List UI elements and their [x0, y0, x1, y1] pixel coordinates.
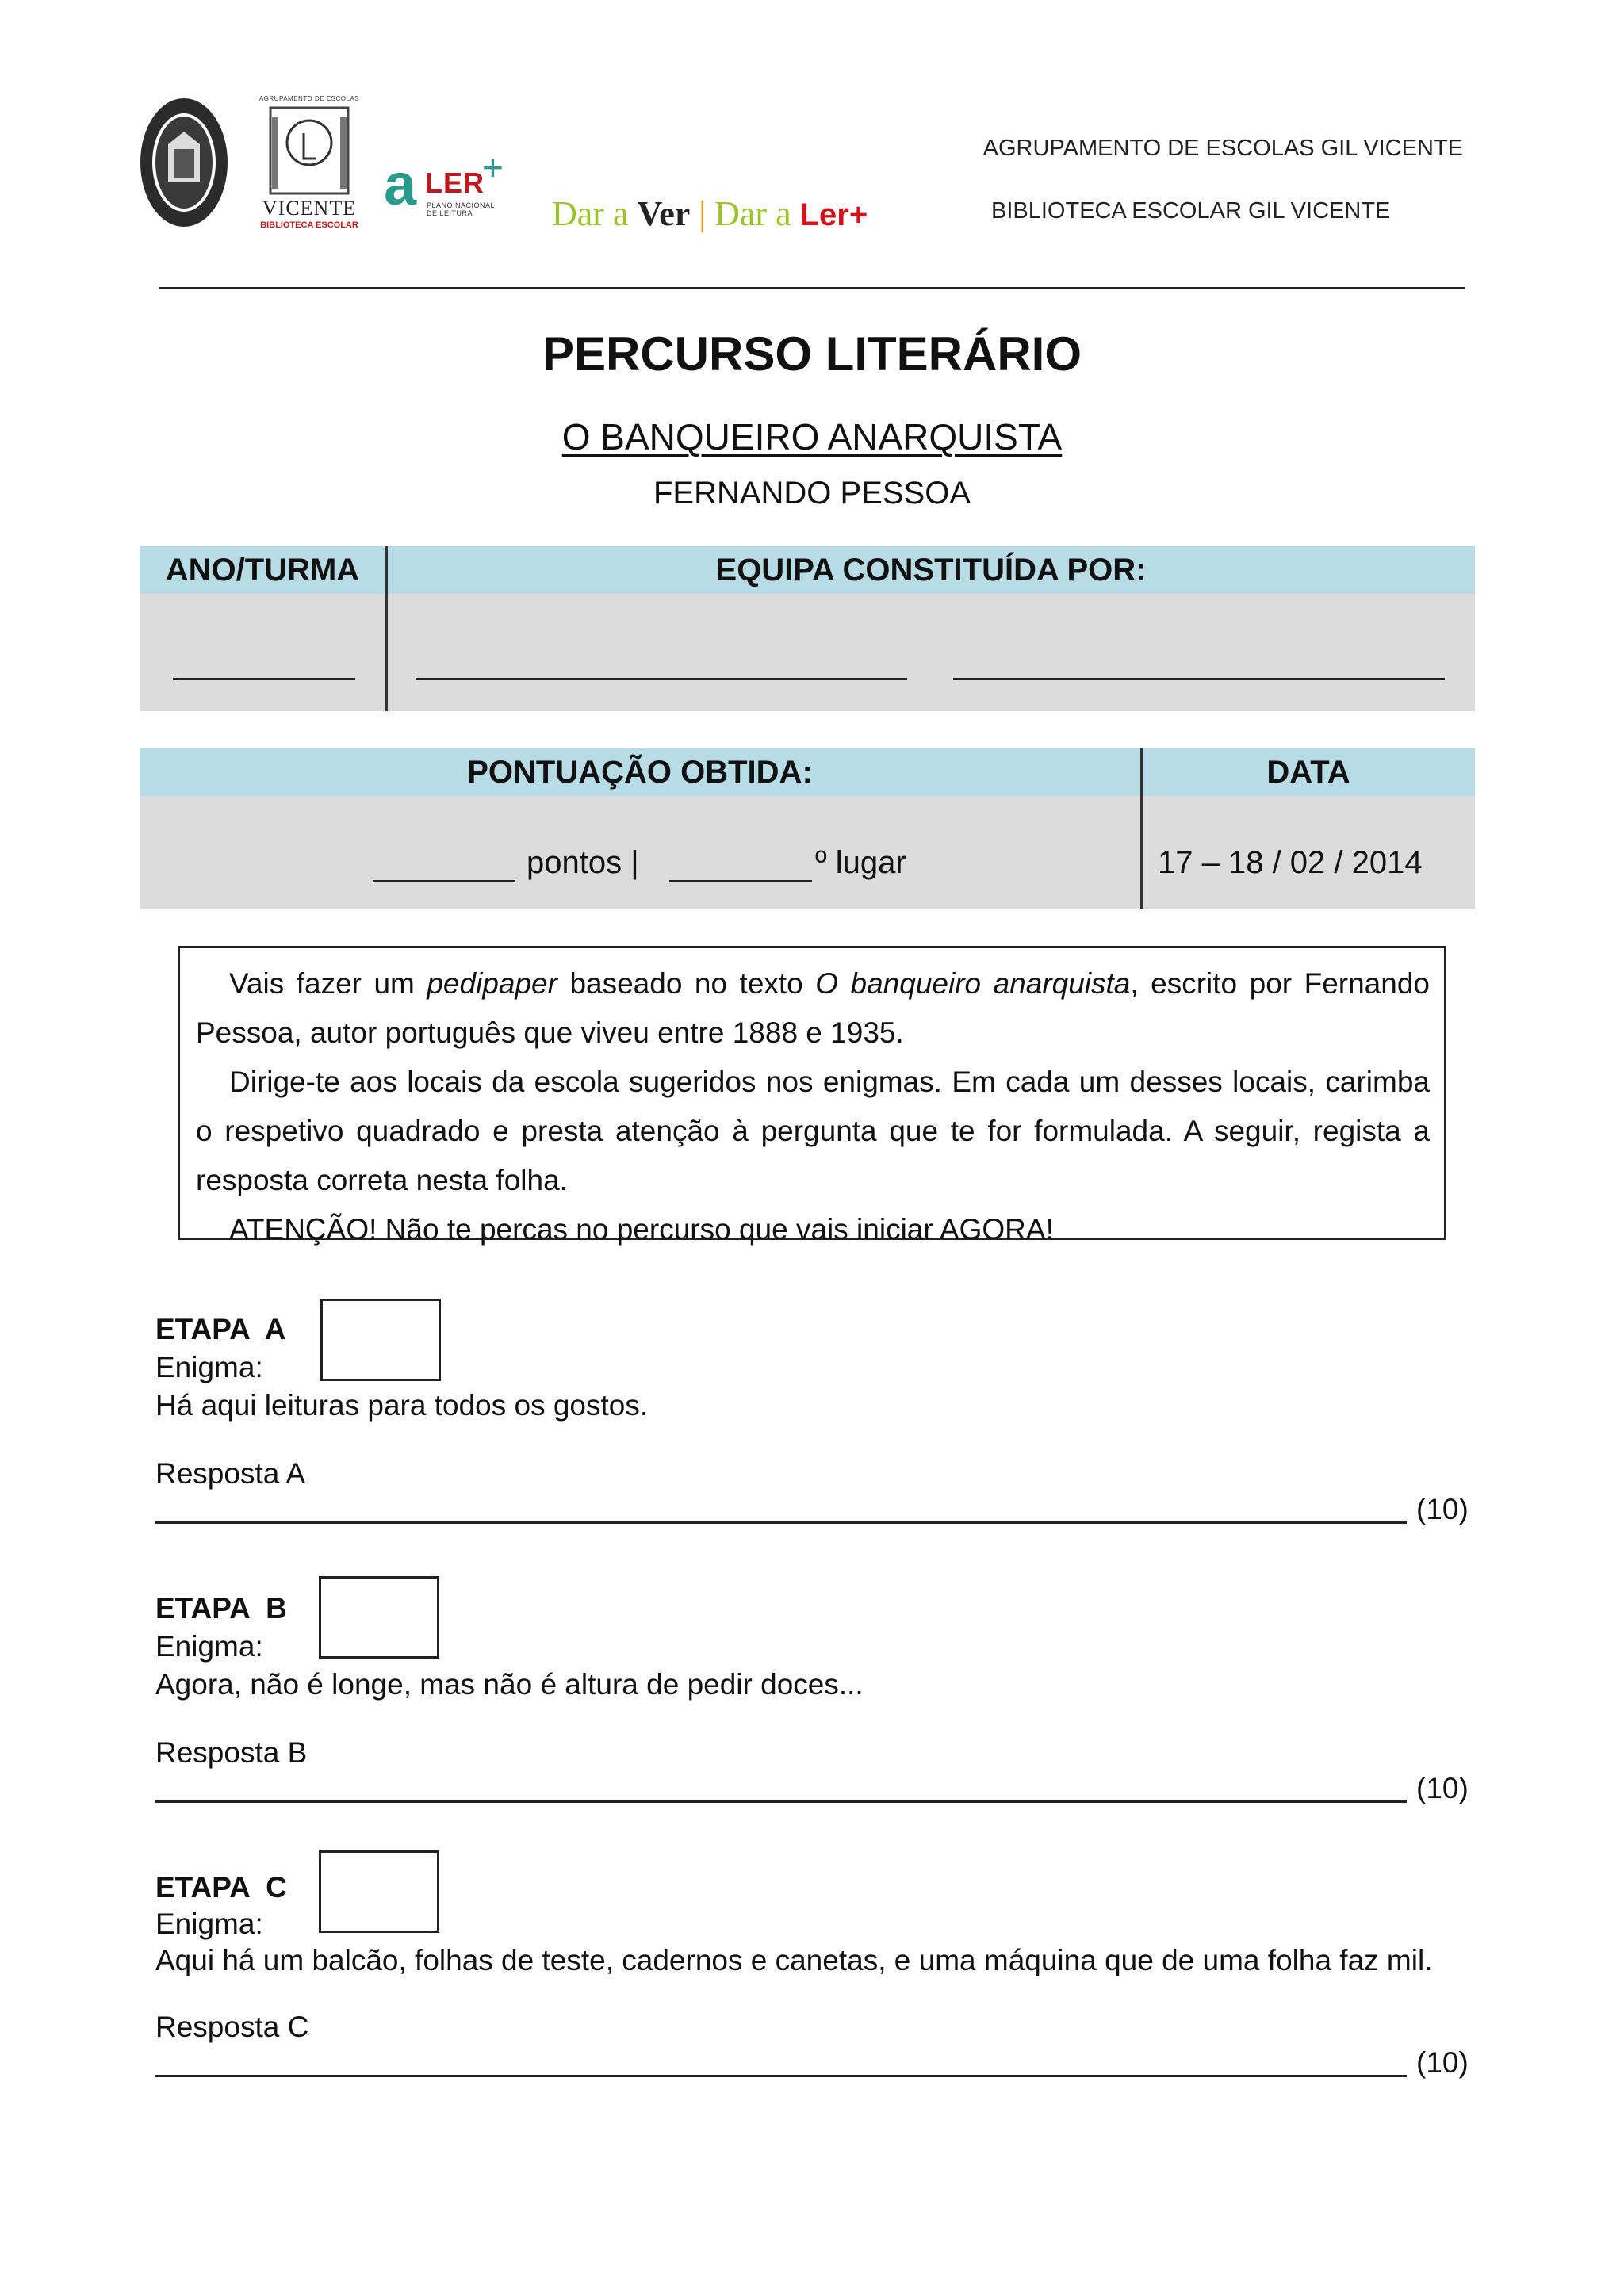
school-seal-logo — [139, 97, 229, 228]
stage-c-answer-label: Resposta C — [155, 2011, 309, 2043]
instructions-paragraph-2: Dirige-te aos locais da escola sugeridos nos enigmas. Em cada um desses locais, carimba o respetivo quadrado e presta atenção à pergunta que te for formulada. A seguir, regista a resposta correta nesta folha. — [196, 1066, 1430, 1196]
team-member-blank-line-2[interactable] — [953, 678, 1445, 680]
date-value: 17 – 18 / 02 / 2014 — [1158, 845, 1423, 880]
place-blank-line[interactable] — [669, 880, 812, 882]
stage-c-title: ETAPA C — [155, 1871, 287, 1904]
logo-gv-name: VICENTE — [262, 197, 357, 220]
work-title: O BANQUEIRO ANARQUISTA — [561, 416, 1063, 457]
stage-b-enigma: Agora, não é longe, mas não é altura de pedir doces... — [155, 1668, 864, 1701]
class-blank-line[interactable] — [173, 678, 355, 680]
points-blank-line[interactable] — [373, 880, 515, 882]
page-title: PERCURSO LITERÁRIO — [542, 327, 1082, 381]
stage-b-enigma-label: Enigma: — [155, 1630, 263, 1663]
header-divider — [159, 287, 1465, 289]
place-label: º lugar — [815, 845, 906, 880]
aler-a-letter: a — [384, 151, 417, 217]
aler-ler-letters: LER — [425, 166, 485, 199]
stage-b-stamp-box[interactable] — [319, 1576, 439, 1659]
team-header: EQUIPA CONSTITUÍDA POR: — [715, 553, 1147, 587]
team-member-blank-line-1[interactable] — [416, 678, 907, 680]
stage-a-stamp-box[interactable] — [320, 1299, 441, 1381]
team-table — [140, 546, 1475, 711]
slogan: Dar a Ver | Dar a Ler+ — [552, 194, 868, 233]
library-name: BIBLIOTECA ESCOLAR GIL VICENTE — [991, 198, 1391, 224]
logo-gv-top-text: AGRUPAMENTO DE ESCOLAS — [259, 95, 360, 102]
score-table — [140, 748, 1475, 909]
aler-plan-text: PLANO NACIONAL DE LEITURA — [427, 201, 496, 217]
instructions-box — [178, 946, 1446, 1246]
stage-c-answer-line[interactable] — [155, 2075, 1407, 2077]
aler-plus-icon: + — [482, 147, 504, 188]
stage-a-answer-label: Resposta A — [155, 1457, 306, 1490]
stage-b-title: ETAPA B — [155, 1592, 287, 1624]
date-header: DATA — [1266, 755, 1350, 790]
stage-b-score: (10) — [1416, 1772, 1469, 1804]
stage-a-title: ETAPA A — [155, 1313, 286, 1345]
stage-a-enigma: Há aqui leituras para todos os gostos. — [155, 1389, 649, 1422]
team-table-divider — [385, 546, 388, 711]
instructions-paragraph-3: ATENÇÃO! Não te percas no percurso que vais iniciar AGORA! — [229, 1213, 1054, 1246]
stage-c-score: (10) — [1416, 2046, 1469, 2079]
points-label: pontos | — [527, 845, 639, 880]
logo-gv-sub: BIBLIOTECA ESCOLAR — [260, 220, 358, 230]
score-table-divider — [1140, 748, 1143, 909]
aler-plan-logo — [384, 147, 519, 232]
gil-vicente-library-logo — [258, 95, 361, 230]
score-header: PONTUAÇÃO OBTIDA: — [467, 755, 813, 790]
school-name: AGRUPAMENTO DE ESCOLAS GIL VICENTE — [982, 136, 1463, 161]
stage-a-answer-line[interactable] — [155, 1521, 1407, 1524]
stage-b-answer-label: Resposta B — [155, 1736, 308, 1769]
instructions-paragraph-1: Vais fazer um pedipaper baseado no texto O banqueiro anarquista, escrito por Fernando Pessoa, autor português que viveu entre 1888 e 1935. — [196, 967, 1430, 1049]
author-name: FERNANDO PESSOA — [653, 476, 971, 511]
stage-a-score: (10) — [1416, 1493, 1469, 1525]
stage-b-answer-line[interactable] — [155, 1800, 1407, 1803]
stage-a-enigma-label: Enigma: — [155, 1351, 263, 1383]
stage-c-enigma: Aqui há um balcão, folhas de teste, cadernos e canetas, e uma máquina que de uma folha faz mil. — [155, 1944, 1433, 1976]
class-header: ANO/TURMA — [165, 553, 360, 587]
stage-c-enigma-label: Enigma: — [155, 1908, 263, 1940]
stage-c-stamp-box[interactable] — [319, 1850, 439, 1933]
